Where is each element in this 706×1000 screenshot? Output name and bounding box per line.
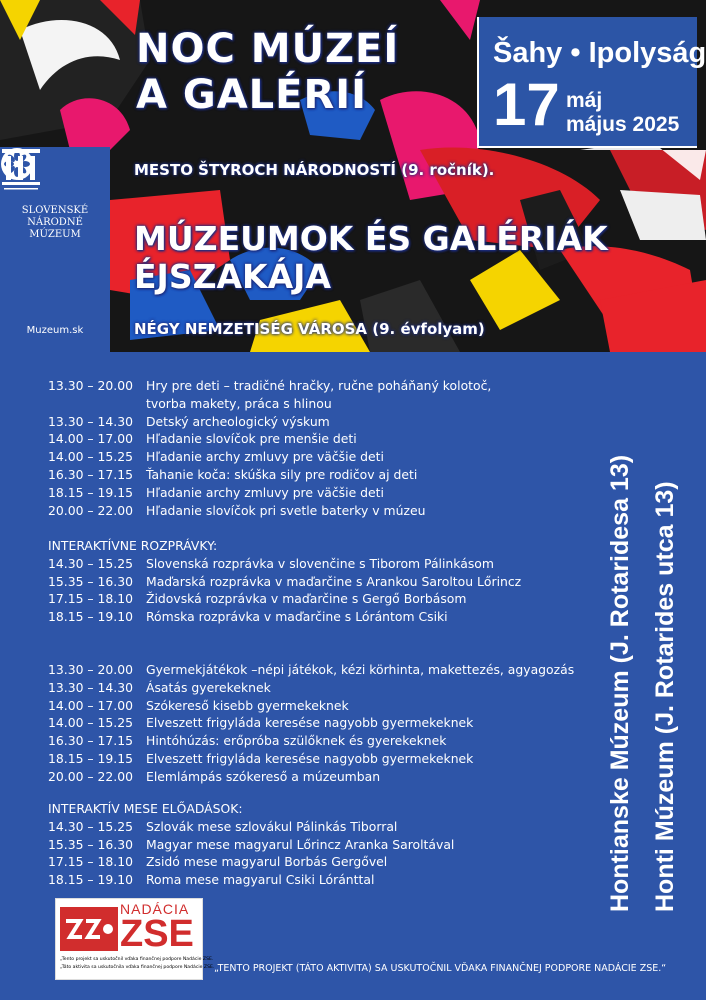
hero-artwork — [0, 0, 706, 352]
title-sk-line2: A GALÉRIÍ — [136, 72, 368, 118]
fairytales-hu — [48, 800, 454, 889]
event-month-hu: május 2025 — [566, 113, 680, 136]
schedule-row: 18.15 – 19.10 Rómska rozprávka v maďarčine s Lórántom Csiki — [48, 609, 448, 625]
schedule-row: 18.15 – 19.15 Hľadanie archy zmluvy pre väčšie deti — [48, 484, 384, 500]
schedule-row: 17.15 – 18.10 Židovská rozprávka v maďarčine s Gergő Borbásom — [48, 591, 467, 607]
schedule-row: 15.35 – 16.30 Magyar mese magyarul Lőrincz Aranka Saroltával — [48, 836, 455, 852]
title-hu-line2: ÉJSZAKÁJA — [134, 257, 331, 296]
schedule-row: 14.30 – 15.25 Slovenská rozprávka v slovenčine s Tiborom Pálinkásom — [48, 555, 494, 571]
sponsor-note-2: „Táto aktivita sa uskutočnila vďaka finančnej podpore Nadácie ZSE. — [60, 965, 215, 970]
schedule-row: 13.30 – 20.00 Hry pre deti – tradičné hračky, ručne poháňaný kolotoč, — [48, 378, 492, 393]
schedule-row: 20.00 – 22.00 Hľadanie slovíčok pri svetle baterky v múzeu — [48, 502, 426, 518]
title-hu-line1: MÚZEUMOK ÉS GALÉRIÁK — [134, 219, 608, 258]
schedule-sk — [48, 377, 491, 519]
schedule-row: 13.30 – 14.30 Detský archeologický výskum — [48, 413, 330, 429]
schedule-row: 18.15 – 19.10 Roma mese magyarul Csiki Lóránttal — [48, 872, 375, 888]
date-box — [477, 17, 706, 148]
fairytales-sk — [48, 537, 521, 626]
schedule-row: 16.30 – 17.15 Ťahanie koča: skúška sily pre rodičov aj deti — [48, 466, 418, 482]
museum-url[interactable]: Muzeum.sk — [26, 325, 84, 336]
schedule-row: 13.30 – 14.30 Ásatás gyerekeknek — [48, 679, 271, 695]
venue-sk: Hontianske Múzeum (J. Rotaridesa 13) — [606, 454, 634, 912]
schedule-row: 20.00 – 22.00 Elemlámpás szókereső a múzeumban — [48, 768, 381, 784]
schedule-row: 14.00 – 15.25 Hľadanie archy zmluvy pre väčšie deti — [48, 449, 384, 465]
event-month-sk: máj — [566, 89, 603, 112]
fairytales-hu-heading: INTERAKTÍV MESE ELŐADÁSOK: — [48, 801, 243, 816]
venue-hu: Honti Múzeum (J. Rotarides utca 13) — [651, 481, 679, 912]
subtitle-sk: MESTO ŠTYROCH NÁRODNOSTÍ (9. ročník). — [134, 161, 495, 179]
schedule-row: 17.15 – 18.10 Zsidó mese magyarul Borbás Gergővel — [48, 854, 388, 870]
schedule-row: 15.35 – 16.30 Maďarská rozprávka v maďarčine s Arankou Saroltou Lőrincz — [48, 573, 522, 589]
schedule-hu — [48, 661, 574, 786]
main-title-hu — [134, 220, 608, 296]
event-day: 17 — [493, 71, 560, 138]
schedule-row: 18.15 – 19.15 Elveszett frigyláda keresése nagyobb gyermekeknek — [48, 750, 474, 766]
zse-mark-icon — [60, 907, 118, 951]
subtitle-hu: NÉGY NEMZETISÉG VÁROSA (9. évfolyam) — [134, 320, 485, 338]
schedule-row: tvorba makety, práca s hlinou — [146, 395, 332, 411]
sponsor-note-1: „Tento projekt sa uskutočnil vďaka finančnej podpore Nadácie ZSE. — [60, 957, 214, 962]
fairytales-sk-heading: INTERAKTÍVNE ROZPRÁVKY: — [48, 538, 218, 553]
schedule-row: 13.30 – 20.00 Gyermekjátékok –népi játékok, kézi körhinta, makettezés, agyagozás — [48, 662, 575, 677]
museum-logo-panel — [0, 147, 110, 352]
schedule-row: 16.30 – 17.15 Hintóhúzás: erőpróba szülőknek és gyerekeknek — [48, 733, 447, 749]
nadacia-label: NADÁCIA — [120, 901, 190, 917]
schedule-row: 14.30 – 15.25 Szlovák mese szlovákul Pálinkás Tiborral — [48, 818, 398, 834]
schedule-row: 14.00 – 17.00 Szókereső kisebb gyermekeknek — [48, 697, 349, 713]
schedule-row: 14.00 – 15.25 Elveszett frigyláda keresése nagyobb gyermekeknek — [48, 715, 474, 731]
museum-name: SLOVENSKÉ NÁRODNÉ MÚZEUM — [21, 205, 89, 240]
nadacia-zse-logo — [55, 898, 215, 980]
sponsor-footer: „TENTO PROJEKT (TÁTO AKTIVITA) SA USKUTOČNIL VĎAKA FINANČNEJ PODPORE NADÁCIE ZSE.“ — [214, 963, 667, 974]
main-title-sk — [136, 26, 399, 118]
city-name: Šahy • Ipolyság — [493, 37, 706, 69]
schedule-row: 14.00 – 17.00 Hľadanie slovíčok pre menšie deti — [48, 431, 357, 447]
title-sk-line1: NOC MÚZEÍ — [136, 26, 400, 72]
zse-label: ZSE — [120, 913, 194, 955]
museum-building-icon — [0, 147, 42, 193]
